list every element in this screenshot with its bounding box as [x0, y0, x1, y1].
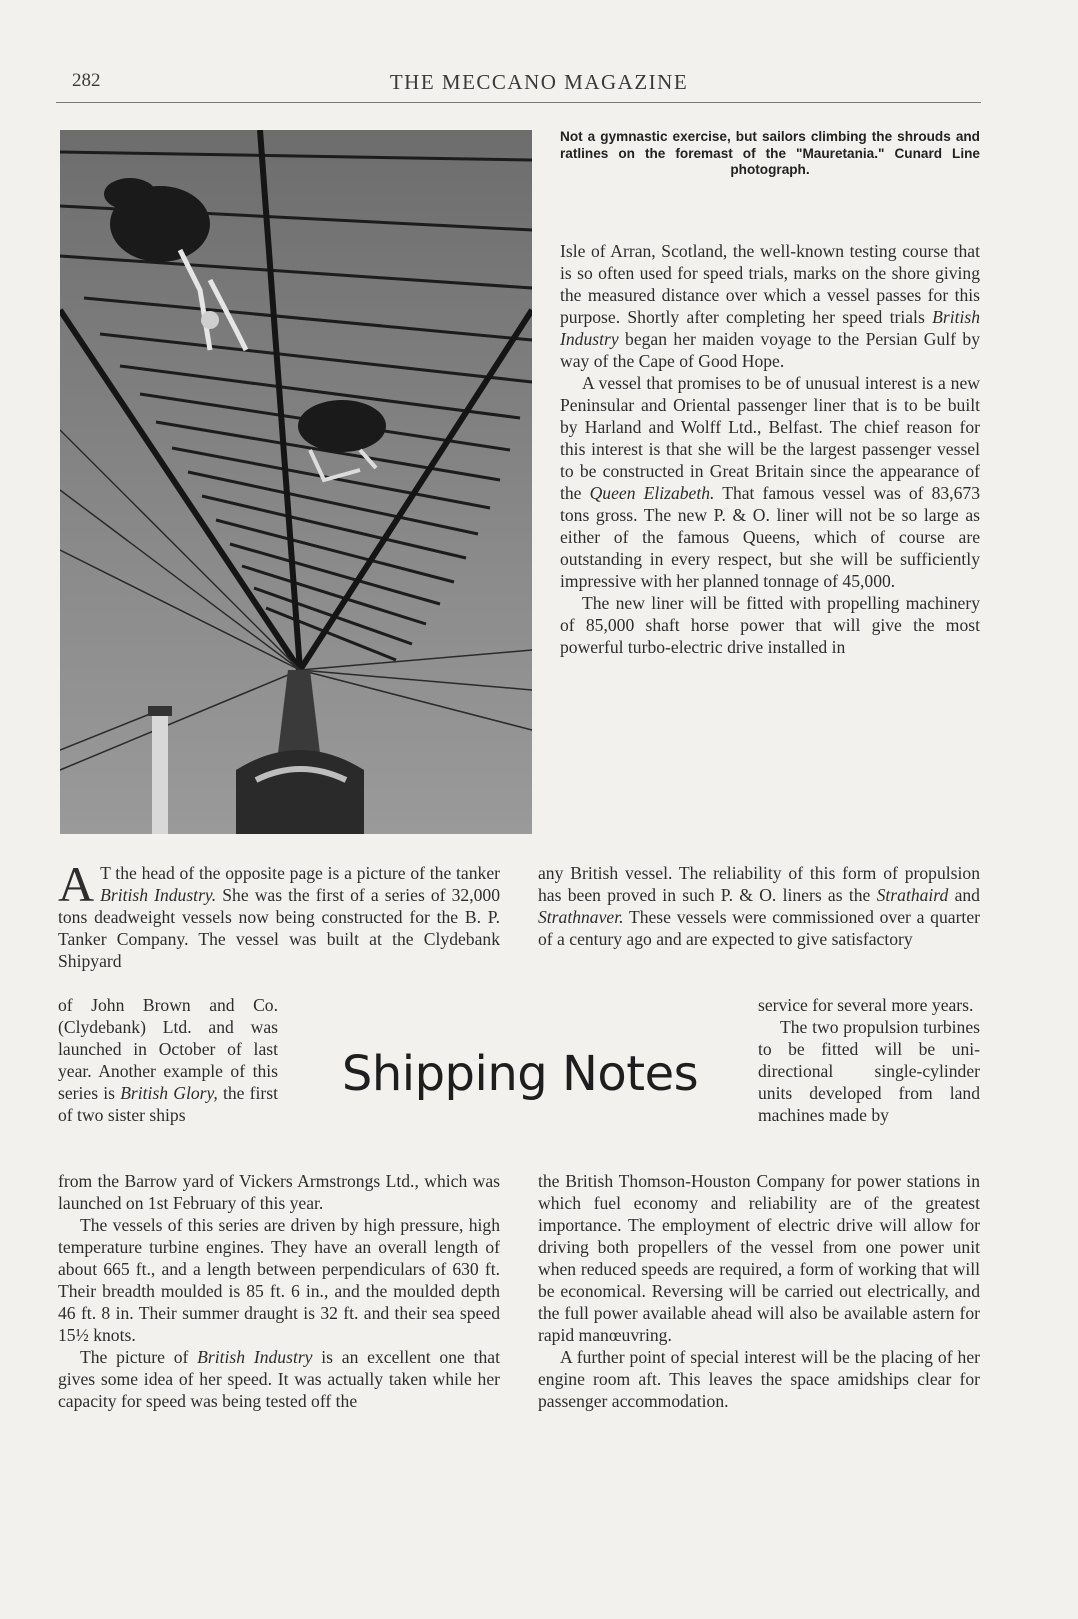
paragraph: the British Thomson-Houston Company for power stations in which fuel economy and reliability are of the greatest importance. The employment of electric drive will allow for driving both propellers of the vessel from one power unit when reduced speeds are required, a form of working that will be economical. Reversing will be carried out electrically, and the full power available ahead will also be available astern for rapid manœuvring. — [538, 1171, 980, 1345]
article-title: Shipping Notes — [341, 1046, 699, 1102]
figure-caption: Not a gymnastic exercise, but sailors climbing the shrouds and ratlines on the foremast of the "Mauretania." Cunard Line photograph. — [560, 129, 980, 177]
paragraph: The picture of British Industry is an excellent one that gives some idea of her speed. It was actually taken while her capacity for speed was being tested off the — [58, 1347, 500, 1411]
paragraph: A T the head of the opposite page is a picture of the tanker British Industry. She was the first of a series of 32,000 tons deadweight vessels now being constructed for the B. P. Tanker Company. The vessel was built at the Clydebank Shipyard — [58, 856, 500, 971]
column-left-bottom — [58, 1170, 500, 1412]
column-right-narrow — [758, 994, 980, 1126]
column-left-intro — [58, 856, 500, 972]
paragraph: service for several more years. — [758, 995, 974, 1015]
paragraph: Isle of Arran, Scotland, the well-known testing course that is so often used for speed trials, marks on the shore giving the measured distance over which a vessel passes for this purpose. Shortly after completing her speed trials British Industry began her maiden voyage to the Persian Gulf by way of the Cape of Good Hope. — [560, 241, 980, 371]
running-head: THE MECCANO MAGAZINE — [389, 70, 689, 94]
paragraph: The new liner will be fitted with propelling machinery of 85,000 shaft horse power that will give the most powerful turbo-electric drive installed in — [560, 593, 980, 657]
paragraph: A vessel that promises to be of unusual interest is a new Peninsular and Oriental passenger liner that is to be built by Harland and Wolff Ltd., Belfast. The chief reason for this interest is that she will be the largest passenger vessel to be constructed in Great Britain since the appearance of the Queen Elizabeth. That famous vessel was of 83,673 tons gross. The new P. & O. liner will not be so large as either of the famous Queens, which of course are outstanding in every respect, but she will be sufficiently impressive with her planned tonnage of 45,000. — [560, 373, 980, 591]
paragraph: of John Brown and Co. (Clydebank) Ltd. and was launched in October of last year. Another example of this series is British Glory, the first of two sister ships — [58, 995, 278, 1125]
drop-cap: A — [58, 856, 95, 912]
paragraph: The two propulsion turbines to be fitted will be uni-directional single-cylinder units developed from land machines made by — [758, 1017, 980, 1125]
photo-mauretania-rigging — [60, 130, 532, 834]
paragraph: A further point of special interest will be the placing of her engine room aft. This leaves the space amidships clear for passenger accommodation. — [538, 1347, 980, 1411]
paragraph: The vessels of this series are driven by high pressure, high temperature turbine engines. They have an overall length of about 665 ft., and a length between perpendiculars of 630 ft. Their breadth moulded is 85 ft. 6 in., and the moulded depth 46 ft. 8 in. Their summer draught is 32 ft. and their sea speed 15½ knots. — [58, 1215, 500, 1345]
column-right-bottom — [538, 1170, 980, 1412]
header-rule — [56, 102, 981, 103]
page-number: 282 — [72, 70, 101, 91]
column-right-mid — [538, 862, 980, 950]
paragraph: from the Barrow yard of Vickers Armstrongs Ltd., which was launched on 1st February of this year. — [58, 1171, 500, 1213]
paragraph: any British vessel. The reliability of this form of propulsion has been proved in such P. & O. liners as the Strathaird and Strathnaver. These vessels were commissioned over a quarter of a century ago and are expected to give satisfactory — [538, 863, 980, 949]
column-right-top — [560, 240, 980, 658]
column-left-narrow — [58, 994, 278, 1126]
